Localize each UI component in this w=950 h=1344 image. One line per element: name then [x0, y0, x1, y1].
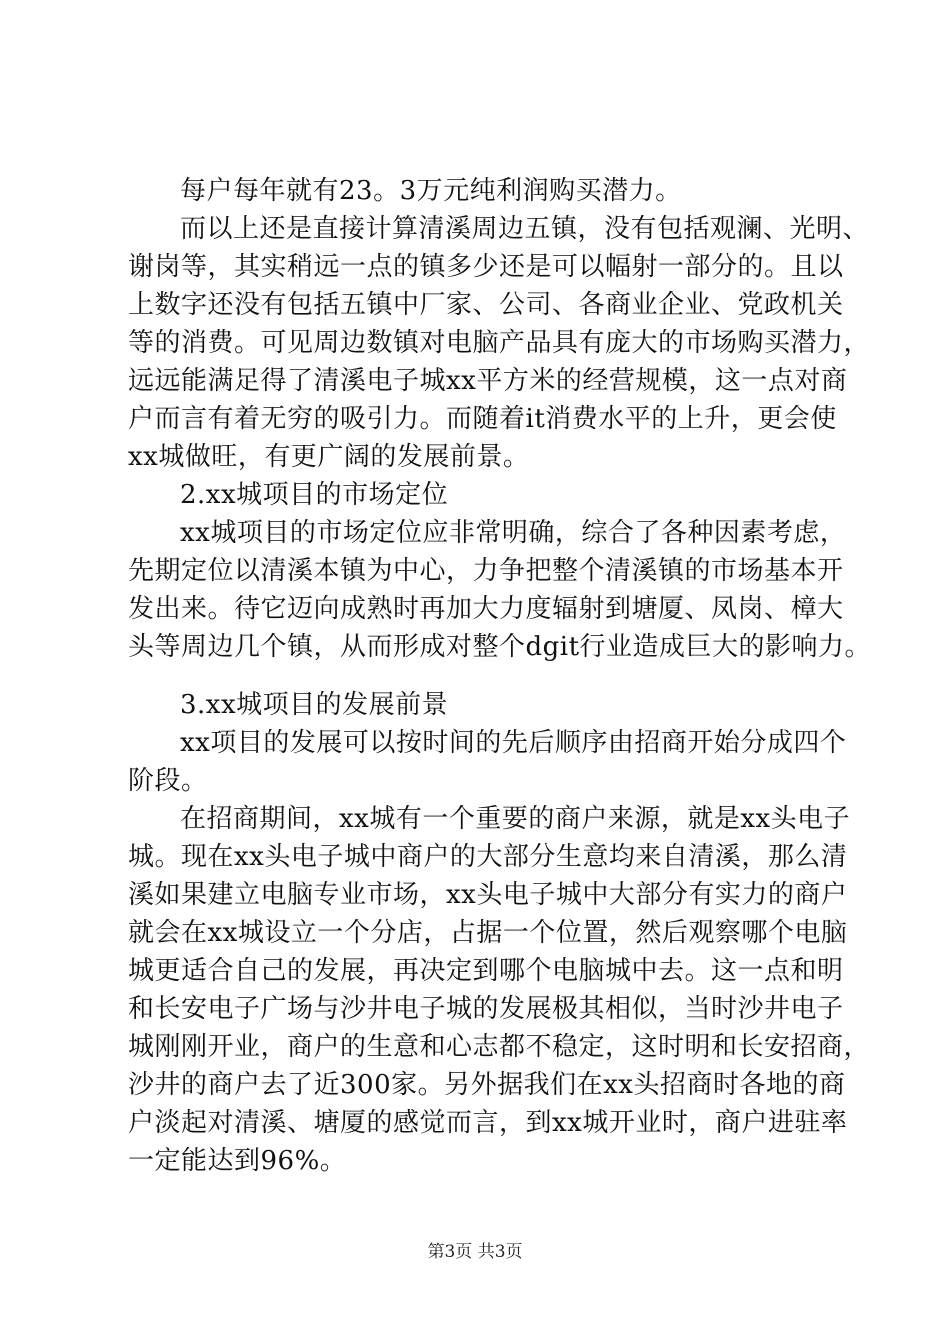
heading-text: 2.xx城项目的市场定位	[180, 480, 449, 510]
text-line: 阶段。	[128, 766, 208, 796]
text-line: 户淡起对清溪、塘厦的感觉而言，到xx城开业时，商户进驻率	[128, 1108, 848, 1138]
text-line: 和长安电子广场与沙井电子城的发展极其相似，当时沙井电子	[128, 994, 844, 1024]
page-footer: 第3页 共3页	[427, 1242, 523, 1262]
text-line: 而以上还是直接计算清溪周边五镇，没有包括观澜、光明、	[180, 214, 870, 244]
text-line: 先期定位以清溪本镇为中心，力争把整个清溪镇的市场基本开	[128, 556, 844, 586]
document-body	[128, 172, 872, 1180]
paragraph	[128, 724, 858, 800]
text-line: 沙井的商户去了近300家。另外据我们在xx头招商时各地的商	[128, 1070, 846, 1100]
text-line: 城刚刚开业，商户的生意和心志都不稳定，这时明和长安招商，	[128, 1032, 871, 1062]
text-line: 上数字还没有包括五镇中厂家、公司、各商业企业、党政机关	[128, 290, 844, 320]
text-line: 在招商期间，xx城有一个重要的商户来源，就是xx头电子	[180, 804, 851, 834]
text-line: 远远能满足得了清溪电子城xx平方米的经营规模，这一点对商	[128, 366, 848, 396]
paragraph-gap	[128, 666, 858, 686]
text-line: 谢岗等，其实稍远一点的镇多少还是可以幅射一部分的。且以	[128, 252, 844, 282]
section-heading	[128, 686, 858, 724]
paragraph	[128, 172, 858, 210]
text-line: 城更适合自己的发展，再决定到哪个电脑城中去。这一点和明	[128, 956, 844, 986]
text-line: 每户每年就有23。3万元纯利润购买潜力。	[180, 176, 682, 206]
paragraph	[128, 514, 872, 666]
heading-text: 3.xx城项目的发展前景	[180, 690, 449, 720]
text-line: xx项目的发展可以按时间的先后顺序由招商开始分成四个	[180, 728, 847, 758]
text-line: xx城项目的市场定位应非常明确，综合了各种因素考虑，	[180, 518, 847, 548]
text-line: 城。现在xx头电子城中商户的大部分生意均来自清溪，那么清	[128, 842, 848, 872]
section-heading	[128, 476, 858, 514]
text-line: 发出来。待它迈向成熟时再加大力度辐射到塘厦、凤岗、樟大	[128, 594, 844, 624]
text-line: xx城做旺，有更广阔的发展前景。	[128, 442, 530, 472]
text-line: 等的消费。可见周边数镇对电脑产品具有庞大的市场购买潜力，	[128, 328, 871, 358]
paragraph	[128, 800, 871, 1180]
text-line: 户而言有着无穷的吸引力。而随着it消费水平的上升，更会使	[128, 404, 837, 434]
paragraph	[128, 210, 871, 476]
text-line: 一定能达到96%。	[128, 1146, 347, 1176]
text-line: 头等周边几个镇，从而形成对整个dgit行业造成巨大的影响力。	[128, 632, 872, 662]
text-line: 就会在xx城设立一个分店，占据一个位置，然后观察哪个电脑	[128, 918, 848, 948]
text-line: 溪如果建立电脑专业市场，xx头电子城中大部分有实力的商户	[128, 880, 848, 910]
